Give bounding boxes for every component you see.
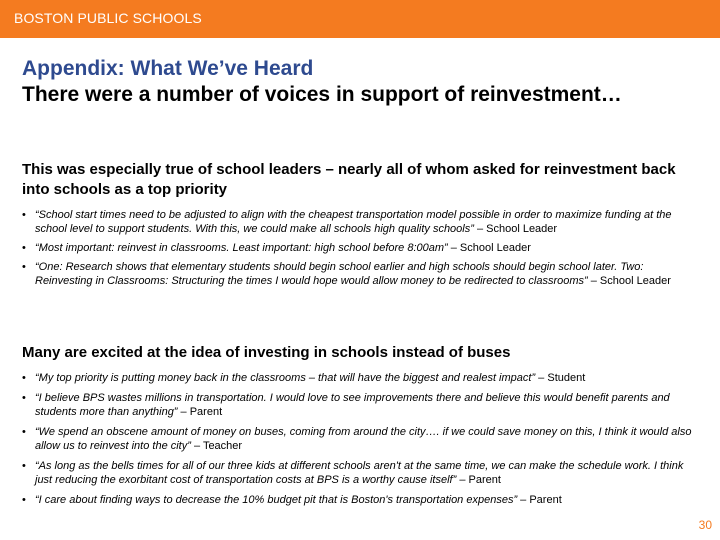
bullet-icon: • [22, 209, 26, 221]
quote-list [22, 208, 702, 288]
quote-item [22, 371, 702, 385]
quote-text: “I believe BPS wastes millions in transportation. I would love to see improvements there and believe this would benefit parents and students more than anything” [35, 392, 670, 418]
bullet-icon: • [22, 426, 26, 438]
quote-text: “We spend an obscene amount of money on buses, coming from around the city…. if we could save money on this, I think it would also allow us to reinvest into the city” [35, 426, 692, 452]
quote-item [22, 208, 702, 236]
quote-text: “I care about finding ways to decrease the 10% budget pit that is Boston's transportation expenses” [35, 494, 518, 506]
quote-item [22, 493, 702, 507]
quote-item [22, 241, 702, 255]
quote-item [22, 391, 702, 419]
quote-source: – School Leader [447, 242, 531, 254]
quote-list [22, 371, 702, 507]
header-label: BOSTON PUBLIC SCHOOLS [14, 10, 202, 26]
quote-item [22, 459, 702, 487]
quote-source: – Parent [177, 406, 223, 418]
quote-source: – Parent [456, 474, 501, 486]
quote-source: – Teacher [190, 440, 243, 452]
section-buses [22, 343, 702, 507]
title-line-main: There were a number of voices in support of reinvestment… [22, 83, 622, 106]
section-school-leaders [22, 160, 702, 288]
page-number: 30 [698, 518, 712, 532]
bullet-icon: • [22, 494, 26, 506]
bullet-icon: • [22, 261, 26, 273]
quote-source: – School Leader [587, 275, 671, 287]
quote-item [22, 425, 702, 453]
section-heading: Many are excited at the idea of investing in schools instead of buses [22, 344, 511, 361]
quote-source: – Parent [517, 494, 562, 506]
quote-text: “Most important: reinvest in classrooms. Least important: high school before 8:00am” [35, 242, 448, 254]
bullet-icon: • [22, 392, 26, 404]
bullet-icon: • [22, 242, 26, 254]
quote-item [22, 260, 702, 288]
header-bar [0, 0, 720, 38]
slide-title [22, 56, 702, 108]
quote-text: “School start times need to be adjusted to align with the cheapest transportation model possible in order to maximize funding at the school level to support students. With this, we could make all schools high quality schools” [35, 209, 672, 235]
section-heading: This was especially true of school leaders – nearly all of whom asked for reinvestment back into schools as a top priority [22, 161, 676, 198]
bullet-icon: • [22, 460, 26, 472]
quote-text: “My top priority is putting money back in the classrooms – that will have the biggest and realest impact” [35, 372, 536, 384]
title-line-accent: Appendix: What We’ve Heard [22, 57, 314, 80]
quote-source: – Student [535, 372, 586, 384]
quote-text: “One: Research shows that elementary students should begin school earlier and high schools should begin school later. Two: Reinvesting in Classrooms: Structuring the times I would hope would allow money to be redirected to classrooms” [35, 261, 644, 287]
quote-text: “As long as the bells times for all of our three kids at different schools aren't at the same time, we can make the schedule work. I think just reducing the exorbitant cost of transportation costs at BPS is a worthy cause itself” [35, 460, 684, 486]
quote-source: – School Leader [473, 223, 558, 235]
bullet-icon: • [22, 372, 26, 384]
